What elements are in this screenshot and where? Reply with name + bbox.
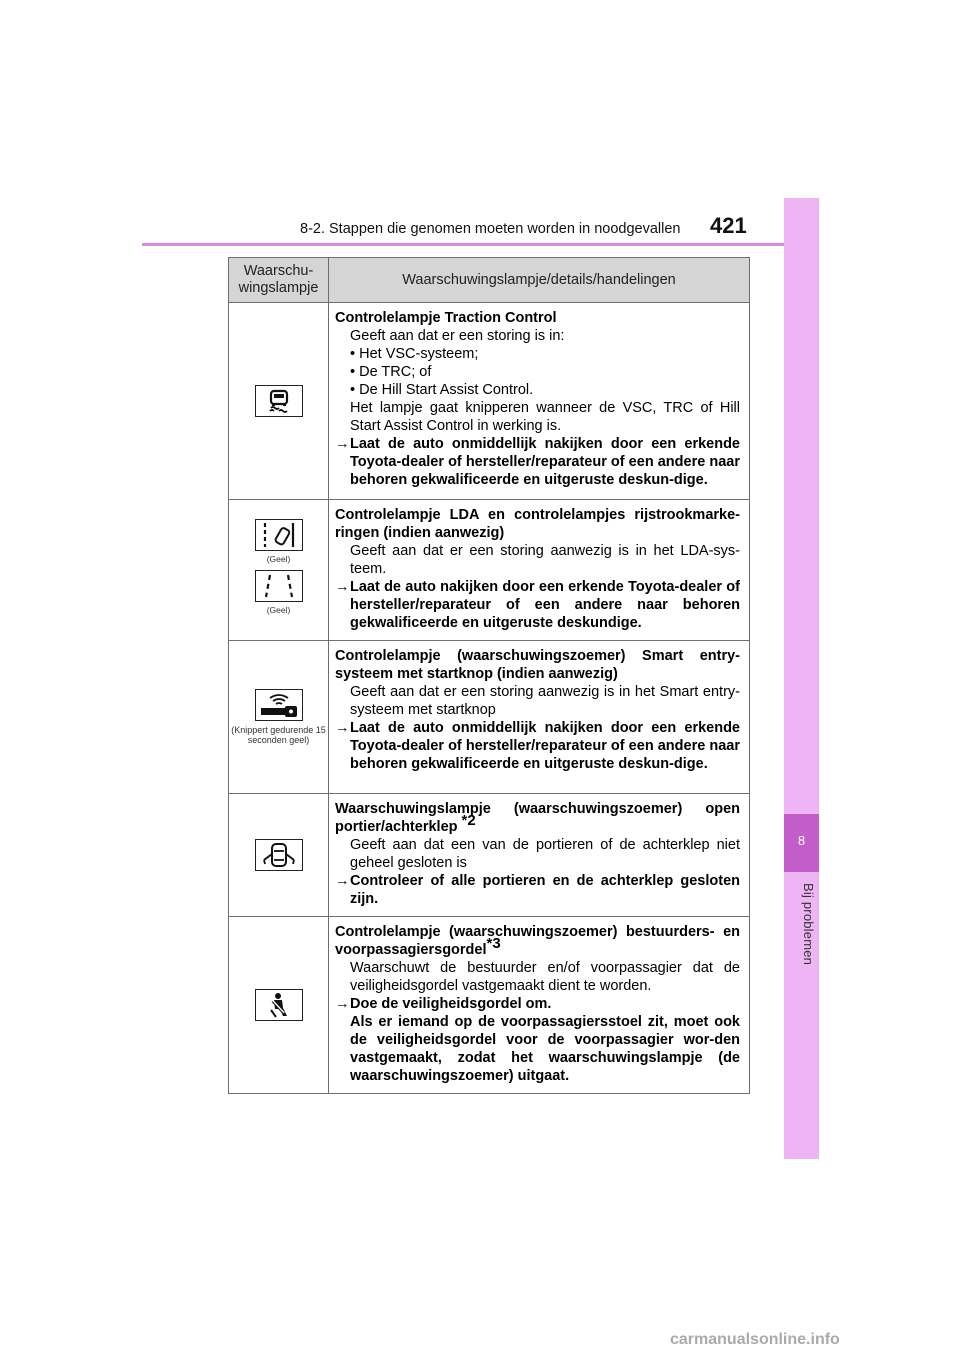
column-header-lamp: Waarschu- wingslampje [229,258,329,303]
chapter-number: 8 [797,833,806,848]
lamp-details-cell [329,794,750,917]
footnote-ref: *3 [486,935,501,953]
arrow-icon: → [335,720,350,736]
seatbelt-icon [255,989,303,1021]
smart-key-icon [255,689,303,721]
lamp-icon-cell [229,794,329,917]
table-row [229,641,750,794]
footnote-ref: *2 [461,812,476,830]
lamp-details-cell [329,500,750,641]
table-row [229,917,750,1094]
lamp-icon-cell [229,303,329,500]
lamp-description: Waarschuwt de bestuurder en/of voorpassagier dat de veiligheidsgordel vastgemaakt dient te worden. [350,960,740,994]
table-row [229,500,750,641]
lane-departure-icon [255,519,303,551]
list-item: • De TRC; of [350,364,432,380]
lamp-description: Geeft aan dat er een storing is in: [350,328,565,344]
list-item: • Het VSC-systeem; [350,346,479,362]
open-door-icon [255,839,303,871]
lamp-details-cell [329,641,750,794]
arrow-icon: → [335,873,350,889]
lamp-action: → Laat de auto onmiddellijk nakijken door een erkende Toyota-dealer of hersteller/reparateur of een andere naar behoren gekwalificeerde en uitgeruste deskun-dige. [335,720,740,772]
arrow-icon: → [335,436,350,452]
lamp-color-caption: (Geel) [266,554,291,564]
lamp-description: Geeft aan dat er een storing aanwezig is in het LDA-sys-teem. [350,543,740,577]
lamp-action: → Doe de veiligheidsgordel om. [335,996,552,1012]
list-item: • De Hill Start Assist Control. [350,382,534,398]
page-number: 421 [710,213,747,238]
lamp-action: → Controleer of alle portieren en de achterklep gesloten zijn. [335,873,740,907]
lamp-icon-cell [229,500,329,641]
lamp-action: → Laat de auto onmiddellijk nakijken door een erkende Toyota-dealer of hersteller/reparateur of een andere naar behoren gekwalificeerde en uitgeruste deskun-dige. [335,436,740,488]
section-title: 8-2. Stappen die genomen moeten worden in noodgevallen [300,221,681,237]
chapter-label: Bij problemen [801,883,816,966]
lamp-title: Controlelampje (waarschuwingszoemer) bestuurders- en voorpassagiersgordel$^{*3}$ [335,924,740,958]
lamp-action-detail: Als er iemand op de voorpassagiersstoel zit, moet ook de veiligheidsgordel voor de voorpassagier wor-den vastgemaakt, zodat het waarschuwingslampje (de waarschuwingszoemer) uitgaat. [350,1014,740,1084]
lamp-title: Controlelampje LDA en controlelampjes rijstrookmarke-ringen (indien aanwezig) [335,507,740,541]
lamp-description: Geeft aan dat een van de portieren of de achterklep niet geheel gesloten is [350,837,740,871]
lamp-title: Controlelampje Traction Control [335,310,557,326]
lamp-details-cell [329,917,750,1094]
arrow-icon: → [335,996,350,1012]
arrow-icon: → [335,579,350,595]
traction-control-icon [255,385,303,417]
watermark: carmanualsonline.info [670,1331,840,1348]
header-divider [142,243,819,246]
lamp-color-caption: (Geel) [266,605,291,615]
lamp-action: → Laat de auto nakijken door een erkende Toyota-dealer of hersteller/reparateur of een andere naar behoren gekwalificeerde en uitgeruste deskundige. [335,579,740,631]
warning-lamp-table [228,257,750,1094]
chapter-side-band [784,198,819,1159]
column-header-details: Waarschuwingslampje/details/handelingen [329,258,750,303]
lamp-icon-cell [229,641,329,794]
table-header-row [229,258,750,303]
lamp-title: Controlelampje (waarschuwingszoemer) Smart entry-systeem met startknop (indien aanwezig) [335,648,740,682]
lane-markings-icon [255,570,303,602]
lamp-note: Het lampje gaat knipperen wanneer de VSC, TRC of Hill Start Assist Control in werking is. [350,400,740,434]
lamp-title: Waarschuwingslampje (waarschuwingszoemer) open portier/achterklep $^{*2}$ [335,801,740,835]
lamp-icon-cell [229,917,329,1094]
lamp-description: Geeft aan dat er een storing aanwezig is in het Smart entry-systeem met startknop [350,684,740,718]
table-row [229,303,750,500]
table-row [229,794,750,917]
lamp-blink-caption: (Knippert gedurende 15 seconden geel) [231,725,326,745]
lamp-details-cell [329,303,750,500]
